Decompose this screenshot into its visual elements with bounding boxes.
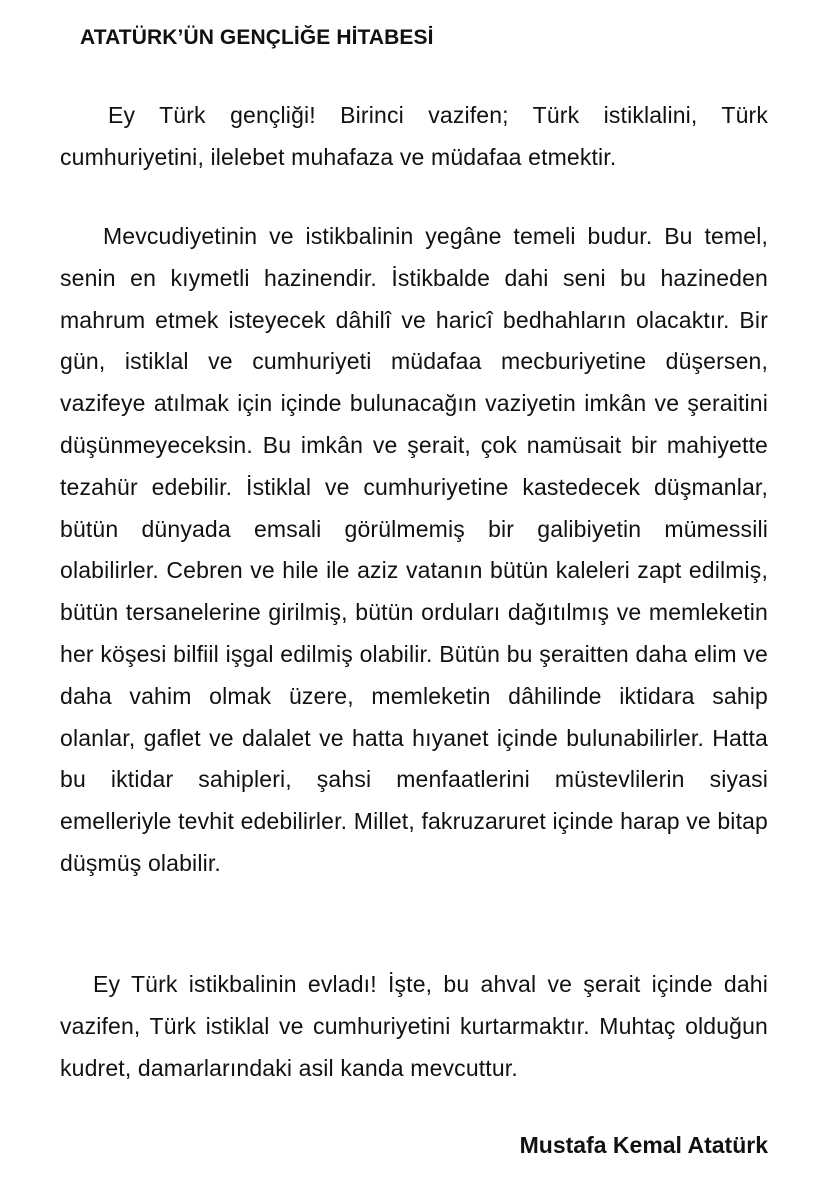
page-title: ATATÜRK’ÜN GENÇLİĞE HİTABESİ: [80, 26, 434, 49]
paragraph-2: Mevcudiyetinin ve istikbalinin yegâne temeli budur. Bu temel, senin en kıymetli hazinendir. İstikbalde dahi seni bu hazineden mahrum etmek isteyecek dâhilî ve haricî bedhahların olacaktır. Bir gün, istiklal ve cumhuriyeti müdafaa mecburiyetine düşersen, vazifeye atılmak için içinde bulunacağın vaziyetin imkân ve şeraitini düşünmeyeceksin. Bu imkân ve şerait, çok namüsait bir mahiyette tezahür edebilir. İstiklal ve cumhuriyetine kastedecek düşmanlar, bütün dünyada emsali görülmemiş bir galibiyetin mümessili olabilirler. Cebren ve hile ile aziz vatanın bütün kaleleri zapt edilmiş, bütün tersanelerine girilmiş, bütün orduları dağıtılmış ve memleketin her köşesi bilfiil işgal edilmiş olabilir. Bütün bu şeraitten daha elim ve daha vahim olmak üzere, memleketin dâhilinde iktidara sahip olanlar, gaflet ve dalalet ve hatta hıyanet içinde bulunabilirler. Hatta bu iktidar sahipleri, şahsi menfaatlerini müstevlilerin siyasi emelleriyle tevhit edebilirler. Millet, fakruzaruret içinde harap ve bitap düşmüş olabilir.: [60, 223, 768, 876]
signature: Mustafa Kemal Atatürk: [519, 1132, 768, 1158]
paragraph-1: Ey Türk gençliği! Birinci vazifen; Türk istiklalini, Türk cumhuriyetini, ilelebet muhafaza ve müdafaa etmektir.: [60, 102, 768, 170]
paragraph-3: Ey Türk istikbalinin evladı! İşte, bu ahval ve şerait içinde dahi vazifen, Türk istiklal ve cumhuriyetini kurtarmaktır. Muhtaç olduğun kudret, damarlarındaki asil kanda mevcuttur.: [60, 971, 768, 1081]
